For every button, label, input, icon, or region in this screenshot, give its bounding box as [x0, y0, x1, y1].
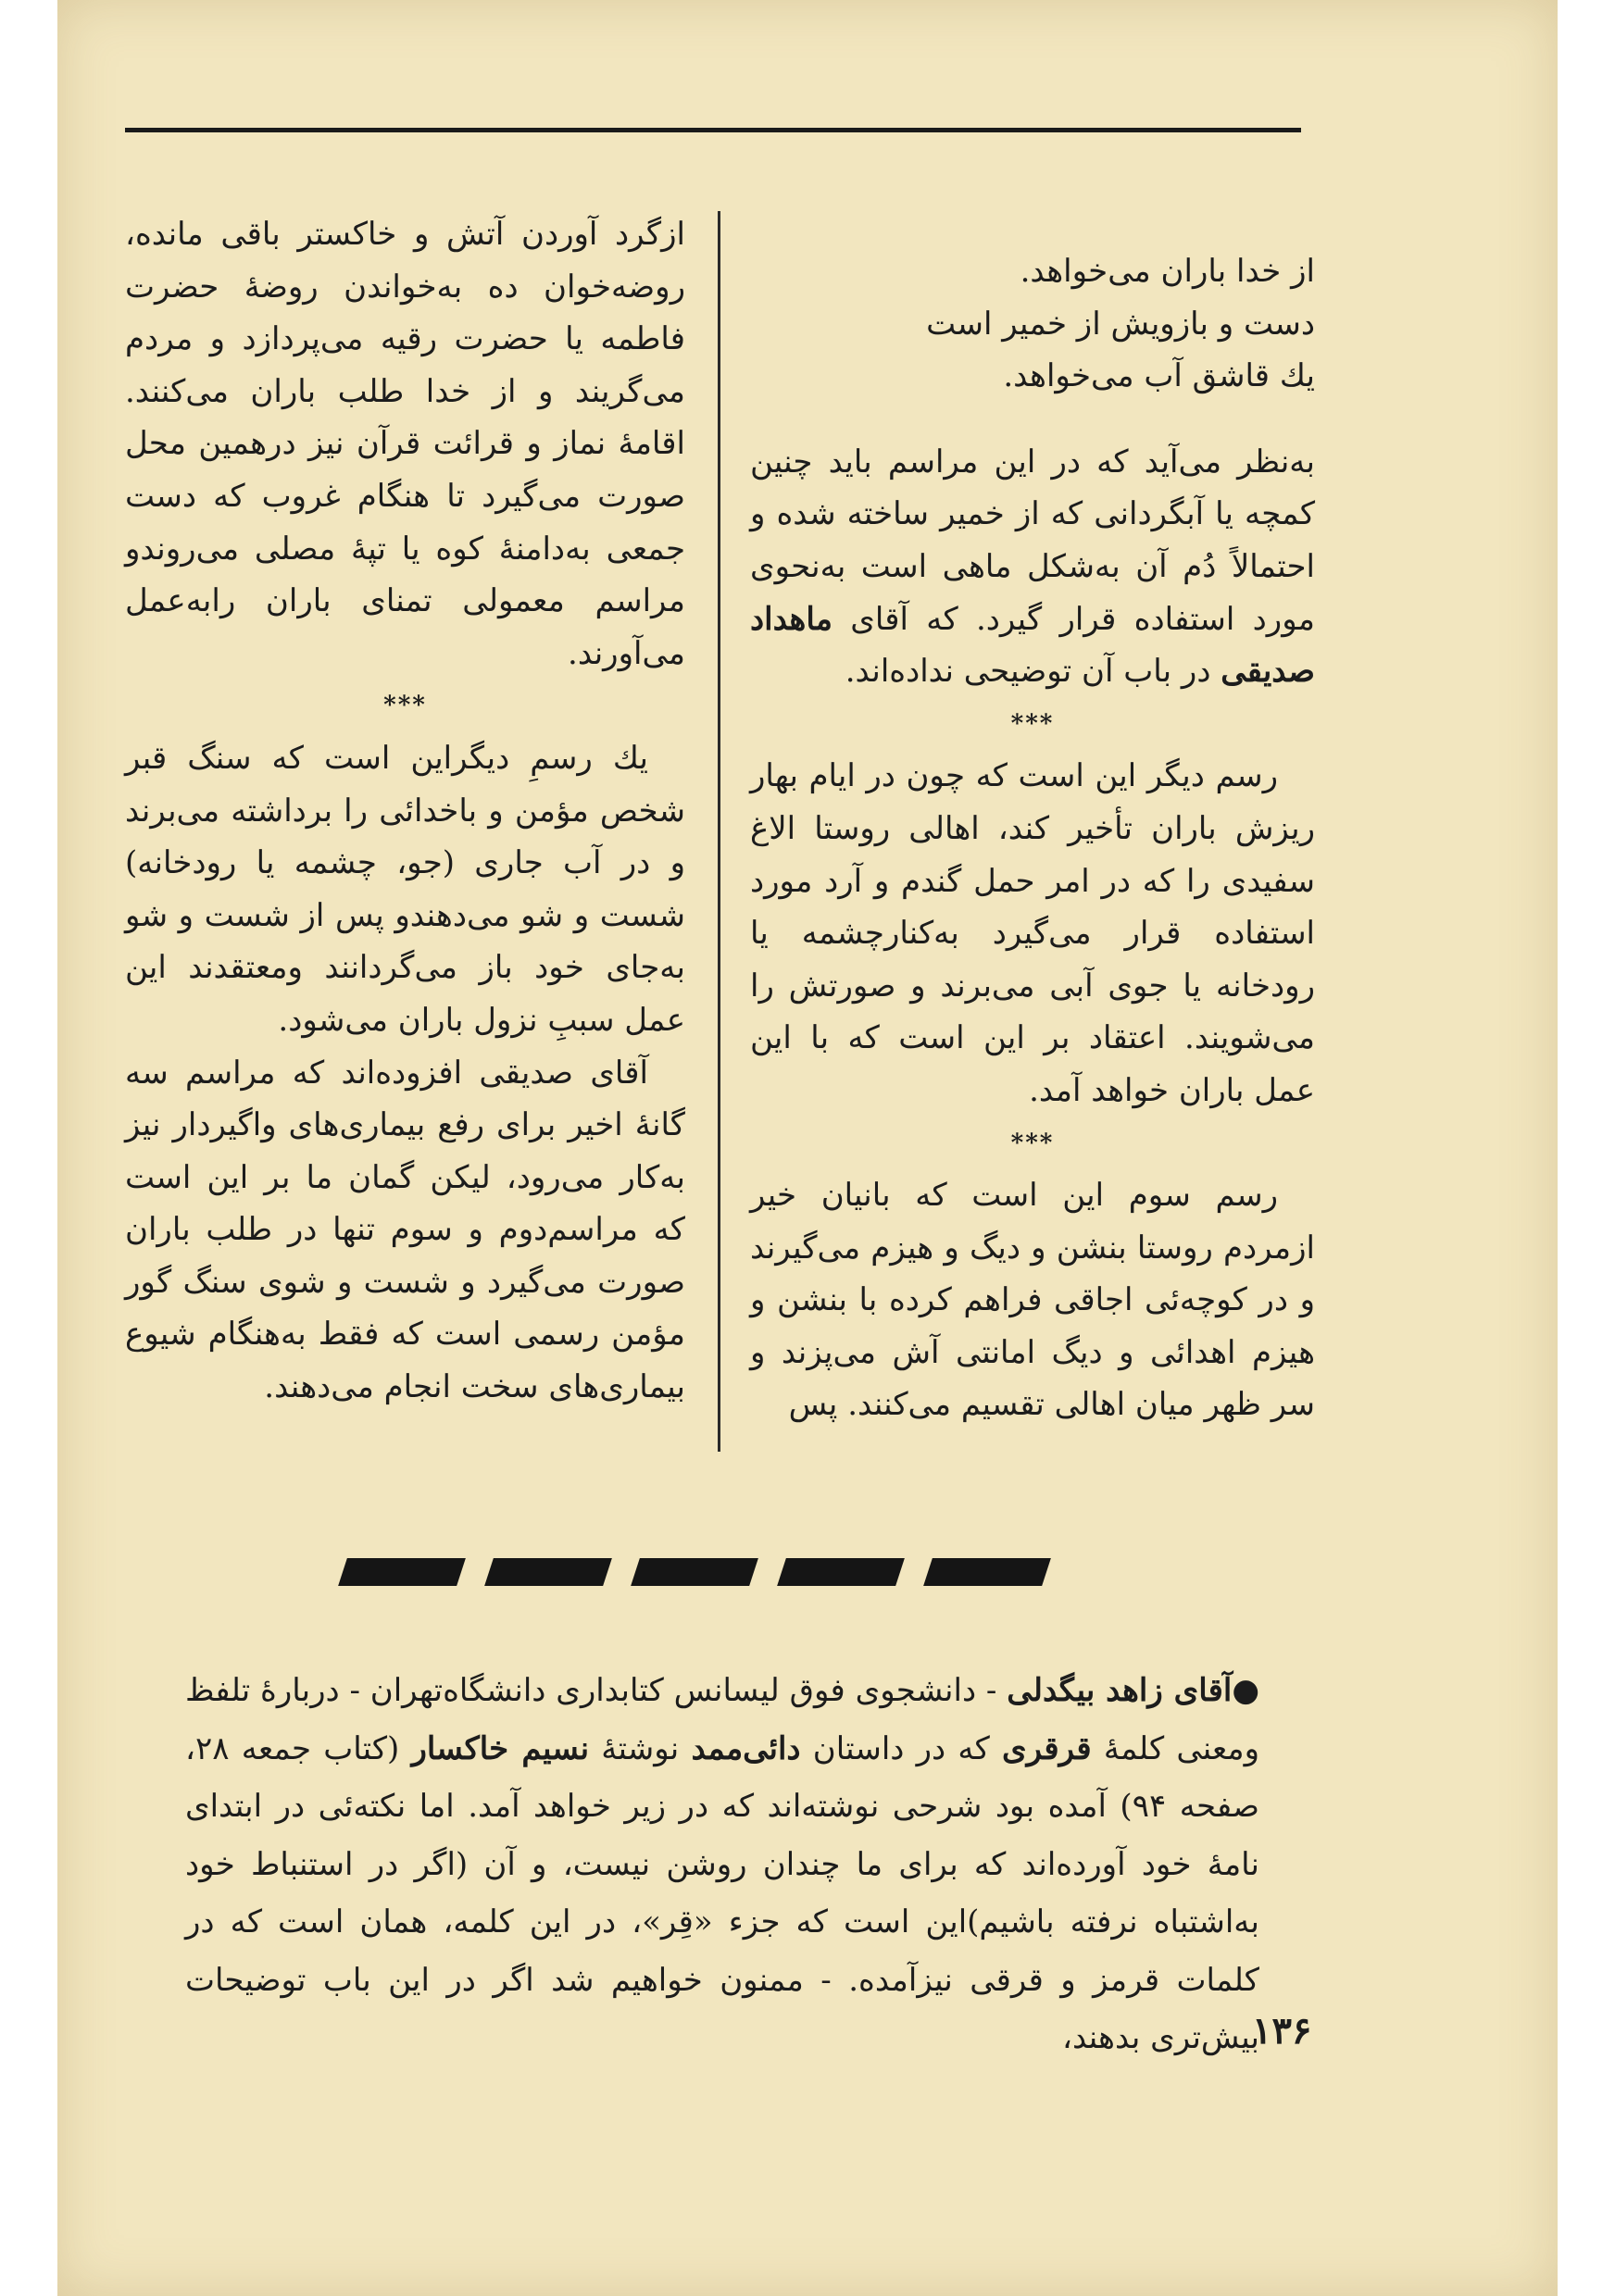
note-story: دائی‌ممد: [691, 1729, 801, 1767]
note-word: قرقری: [1002, 1729, 1092, 1767]
separator-bar: [338, 1558, 466, 1586]
column-divider: [718, 211, 720, 1452]
right-column: [750, 208, 1315, 1431]
note-author: نسیم خاکسار: [411, 1729, 590, 1767]
separator-bar: [923, 1558, 1051, 1586]
separator-bar: [777, 1558, 905, 1586]
poem-line: یك قاشق آب می‌خواهد.: [1003, 357, 1315, 395]
paragraph: ازگرد آوردن آتش و خاکستر باقی مانده، روضه‌خوان ده به‌خواندن روضهٔ حضرت فاطمه یا حضرت رقیه می‌پردازد و مردم می‌گریند و از خدا طلب باران می‌کنند. اقامهٔ نماز و قرائت قرآن نیز درهمین محل صورت می‌گیرد تا هنگام غروب که دست جمعی به‌دامنهٔ کوه یا تپهٔ مصلی می‌روندو مراسم معمولی تمنای باران رابه‌عمل می‌آورند.: [125, 216, 685, 672]
separator-bar: [484, 1558, 612, 1586]
paragraph: به‌نظر می‌آید که در این مراسم باید چنین کمچه یا آبگردانی که از خمیر ساخته شده و احتمالاً دُم آن به‌شکل ماهی است به‌نحوی مورد استفاده قرار گیرد. که آقای ماهداد صدیقی در باب آن توضیحی نداده‌اند.: [750, 443, 1315, 691]
separator-bar: [631, 1558, 758, 1586]
section-separator: ***: [383, 692, 427, 720]
left-column: [125, 208, 685, 1414]
note-name: آقای زاهد بیگدلی: [1007, 1672, 1233, 1709]
top-rule: [125, 128, 1301, 132]
paragraph: آقای صدیقی افزوده‌اند که مراسم سه گانهٔ اخیر برای رفع بیماری‌های واگیردار نیز به‌کار می‌رود، لیکن گمان ما بر این است که مراسم‌دوم و سوم تنها در طلب باران صورت می‌گیرد و شست و شوی سنگ گور مؤمن رسمی است که فقط به‌هنگام شیوع بیماری‌های سخت انجام می‌دهند.: [125, 1054, 685, 1406]
poem-line: دست و بازویش از خمیر است: [926, 305, 1315, 343]
reader-note: ●آقای زاهد بیگدلی - دانشجوی فوق لیسانس کتابداری دانشگاه‌تهران - دربارهٔ تلفظ ومعنی کلمهٔ قرقری که در داستان دائی‌ممد نوشتهٔ نسیم خاکسار (کتاب جمعه ۲۸، صفحه ۹۴) آمده بود شرحی نوشته‌اند که در زیر خواهد آمد. اما نکته‌ئی در ابتدای نامهٔ خود آورده‌اند که برای ما چندان روشن نیست، و آن (اگر در استنباط خود به‌اشتباه نرفته باشیم)این است که جزء «قِر»، در این کلمه، همان است که در کلمات قرمز و قرقی نیزآمده. - ممنون خواهیم شد اگر در این باب توضیحات بیش‌تری بدهند،: [185, 1672, 1259, 2056]
section-separator: ***: [1010, 709, 1055, 738]
bullet-icon: ●: [1232, 1672, 1259, 1709]
bold-name: ماهداد صدیقی: [750, 600, 1315, 691]
paragraph: رسم سوم این است که بانیان خیر ازمردم روستا بنشن و دیگ و هیزم می‌گیرند و در کوچه‌ئی اجاقی فراهم کرده با بنشن و هیزم اهدائی و دیگ امانتی آش می‌پزند و سر ظهر میان اهالی تقسیم می‌کنند. پس: [750, 1177, 1315, 1424]
paragraph: رسم دیگر این است که چون در ایام بهار ریزش باران تأخیر کند، اهالی روستا الاغ سفیدی را که در امر حمل گندم و آرد مورد استفاده قرار می‌گیرد به‌کنارچشمه یا رودخانه یا جوی آبی می‌برند و صورتش را می‌شویند. اعتقاد بر این است که با این عمل باران خواهد آمد.: [750, 757, 1315, 1109]
paragraph: یك رسمِ دیگراین است که سنگ قبر شخص مؤمن و باخدائی را برداشته می‌برند و در آب جاری (جو، چشمه یا رودخانه) شست و شو می‌دهندو پس از شست و شو به‌جای خود باز می‌گردانند ومعتقدند این عمل سببِ نزول باران می‌شود.: [125, 739, 685, 1039]
poem-line: از خدا باران می‌خواهد.: [1020, 253, 1315, 290]
section-separator: ***: [1010, 1129, 1055, 1157]
decorative-separator: [343, 1558, 1046, 1590]
page-number: ۱۳۶: [1252, 2009, 1312, 2053]
